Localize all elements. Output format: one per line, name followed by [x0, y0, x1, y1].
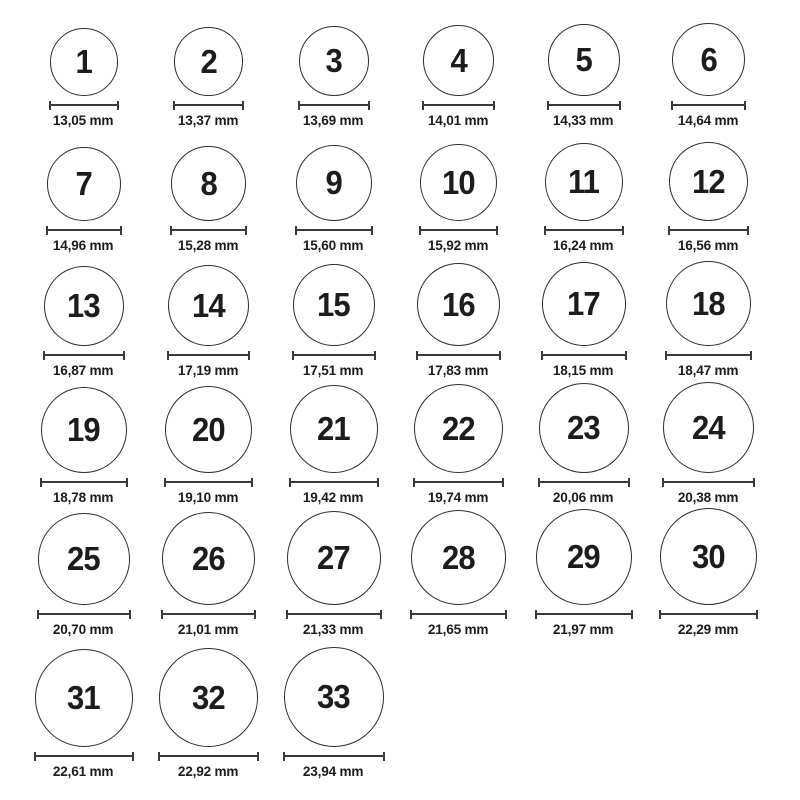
ring-size-item: [541, 262, 627, 381]
ring-size-item: [538, 383, 630, 508]
ring-size-item: [668, 142, 749, 256]
ring-size-number: 14: [192, 286, 225, 324]
ring-size-number: 4: [450, 41, 467, 79]
diameter-measure-line: [295, 226, 373, 235]
ring-size-item: [292, 264, 376, 381]
ring-circle: [174, 27, 243, 96]
diameter-measure-line: [46, 226, 122, 235]
diameter-measure-line: [662, 478, 755, 487]
diameter-label: 14,64 mm: [678, 111, 739, 128]
ring-size-number: 15: [317, 286, 350, 324]
ring-size-number: 26: [192, 539, 225, 577]
diameter-measure-line: [164, 478, 253, 487]
diameter-label: 18,47 mm: [678, 361, 739, 378]
ring-size-item: [283, 647, 385, 782]
ring-circle: [672, 23, 745, 96]
ring-size-number: 24: [692, 408, 725, 446]
ring-size-number: 32: [192, 678, 225, 716]
diameter-label: 23,94 mm: [303, 762, 364, 779]
ring-size-item: [547, 24, 621, 131]
ring-size-item: [422, 25, 495, 131]
ring-circle: [38, 513, 130, 605]
ring-circle: [299, 26, 369, 96]
diameter-measure-line: [541, 351, 627, 360]
diameter-label: 19,10 mm: [178, 488, 239, 505]
diameter-label: 20,38 mm: [678, 488, 739, 505]
diameter-measure-line: [161, 610, 256, 619]
diameter-measure-line: [167, 351, 250, 360]
ring-size-number: 27: [317, 539, 350, 577]
ring-size-item: [46, 147, 122, 256]
diameter-label: 17,19 mm: [178, 361, 239, 378]
diameter-measure-line: [544, 226, 624, 235]
ring-circle: [423, 25, 494, 96]
diameter-measure-line: [410, 610, 507, 619]
diameter-measure-line: [283, 752, 385, 761]
ring-size-item: [173, 27, 244, 131]
ring-size-number: 6: [700, 40, 717, 78]
diameter-label: 16,24 mm: [553, 236, 614, 253]
diameter-label: 19,42 mm: [303, 488, 364, 505]
ring-circle: [296, 145, 372, 221]
ring-size-item: [416, 263, 501, 381]
ring-circle: [290, 385, 378, 473]
ring-circle: [159, 648, 258, 747]
ring-size-item: [413, 384, 504, 508]
diameter-label: 16,56 mm: [678, 236, 739, 253]
ring-size-number: 20: [192, 410, 225, 448]
ring-size-number: 22: [442, 409, 475, 447]
ring-size-number: 21: [317, 410, 350, 448]
ring-size-item: [170, 146, 247, 256]
ring-size-item: [164, 386, 253, 508]
ring-size-number: 33: [317, 678, 350, 716]
ring-size-item: [662, 382, 755, 508]
ring-size-number: 8: [200, 164, 217, 202]
ring-size-number: 5: [575, 41, 592, 79]
ring-size-item: [298, 26, 370, 131]
ring-size-number: 3: [325, 42, 342, 80]
ring-size-number: 18: [692, 284, 725, 322]
ring-size-number: 30: [692, 537, 725, 575]
diameter-measure-line: [43, 351, 125, 360]
diameter-label: 13,69 mm: [303, 111, 364, 128]
ring-circle: [35, 649, 133, 747]
ring-size-number: 11: [568, 163, 599, 201]
ring-size-item: [410, 510, 507, 640]
ring-circle: [663, 382, 754, 473]
diameter-label: 14,96 mm: [53, 236, 114, 253]
diameter-measure-line: [40, 478, 128, 487]
diameter-measure-line: [173, 101, 244, 110]
diameter-label: 13,05 mm: [53, 111, 114, 128]
diameter-label: 18,78 mm: [53, 488, 114, 505]
diameter-label: 22,29 mm: [678, 620, 739, 637]
diameter-measure-line: [170, 226, 247, 235]
diameter-label: 14,01 mm: [428, 111, 489, 128]
ring-size-number: 16: [442, 285, 475, 323]
ring-size-number: 10: [442, 163, 475, 201]
ring-size-number: 2: [200, 42, 217, 80]
ring-circle: [171, 146, 246, 221]
ring-size-number: 29: [567, 538, 600, 576]
ring-circle: [414, 384, 503, 473]
ring-size-item: [158, 648, 259, 782]
ring-size-item: [659, 508, 758, 640]
ring-size-number: 12: [692, 162, 725, 200]
ring-circle: [545, 143, 623, 221]
ring-circle: [168, 265, 249, 346]
ring-circle: [666, 261, 751, 346]
diameter-label: 16,87 mm: [53, 361, 114, 378]
ring-circle: [660, 508, 757, 605]
ring-size-item: [295, 145, 373, 256]
diameter-label: 22,92 mm: [178, 762, 239, 779]
ring-size-item: [286, 511, 382, 640]
diameter-label: 20,06 mm: [553, 488, 614, 505]
diameter-measure-line: [665, 351, 752, 360]
ring-size-number: 1: [75, 43, 92, 81]
diameter-label: 19,74 mm: [428, 488, 489, 505]
ring-size-item: [167, 265, 250, 381]
diameter-measure-line: [34, 752, 134, 761]
ring-circle: [284, 647, 384, 747]
ring-size-number: 31: [67, 679, 100, 717]
ring-circle: [44, 266, 124, 346]
diameter-measure-line: [671, 101, 746, 110]
ring-size-item: [43, 266, 125, 381]
diameter-measure-line: [413, 478, 504, 487]
diameter-measure-line: [668, 226, 749, 235]
ring-circle: [165, 386, 252, 473]
diameter-label: 15,92 mm: [428, 236, 489, 253]
ring-circle: [411, 510, 506, 605]
ring-size-item: [161, 512, 256, 640]
ring-size-item: [419, 144, 498, 256]
ring-size-number: 25: [67, 540, 100, 578]
ring-size-item: [37, 513, 131, 640]
diameter-measure-line: [538, 478, 630, 487]
diameter-measure-line: [535, 610, 633, 619]
ring-size-number: 28: [442, 538, 475, 576]
diameter-measure-line: [37, 610, 131, 619]
diameter-label: 13,37 mm: [178, 111, 239, 128]
ring-circle: [293, 264, 375, 346]
diameter-label: 21,01 mm: [178, 620, 239, 637]
ring-size-number: 7: [75, 165, 92, 203]
diameter-measure-line: [298, 101, 370, 110]
diameter-measure-line: [547, 101, 621, 110]
diameter-label: 17,83 mm: [428, 361, 489, 378]
diameter-measure-line: [659, 610, 758, 619]
ring-size-number: 19: [67, 411, 100, 449]
diameter-measure-line: [289, 478, 379, 487]
ring-circle: [669, 142, 748, 221]
diameter-label: 14,33 mm: [553, 111, 614, 128]
ring-size-number: 13: [67, 287, 100, 325]
diameter-label: 20,70 mm: [53, 620, 114, 637]
diameter-label: 21,97 mm: [553, 620, 614, 637]
ring-size-item: [34, 649, 134, 782]
ring-size-item: [544, 143, 624, 256]
ring-size-item: [665, 261, 752, 381]
ring-circle: [287, 511, 381, 605]
diameter-measure-line: [292, 351, 376, 360]
diameter-label: 15,60 mm: [303, 236, 364, 253]
ring-size-item: [49, 28, 119, 131]
ring-size-item: [535, 509, 633, 640]
diameter-measure-line: [158, 752, 259, 761]
ring-circle: [539, 383, 629, 473]
ring-circle: [47, 147, 121, 221]
diameter-measure-line: [49, 101, 119, 110]
ring-circle: [420, 144, 497, 221]
ring-circle: [548, 24, 620, 96]
diameter-measure-line: [419, 226, 498, 235]
diameter-measure-line: [422, 101, 495, 110]
ring-circle: [162, 512, 255, 605]
ring-circle: [417, 263, 500, 346]
diameter-label: 15,28 mm: [178, 236, 239, 253]
ring-size-number: 9: [325, 164, 342, 202]
ring-size-item: [671, 23, 746, 131]
diameter-measure-line: [286, 610, 382, 619]
ring-size-number: 23: [567, 409, 600, 447]
diameter-label: 21,33 mm: [303, 620, 364, 637]
diameter-label: 17,51 mm: [303, 361, 364, 378]
ring-size-item: [40, 387, 128, 508]
ring-circle: [542, 262, 626, 346]
diameter-label: 21,65 mm: [428, 620, 489, 637]
ring-circle: [536, 509, 632, 605]
ring-circle: [41, 387, 127, 473]
ring-size-item: [289, 385, 379, 508]
diameter-label: 18,15 mm: [553, 361, 614, 378]
diameter-label: 22,61 mm: [53, 762, 114, 779]
ring-size-number: 17: [567, 285, 600, 323]
diameter-measure-line: [416, 351, 501, 360]
ring-circle: [50, 28, 118, 96]
